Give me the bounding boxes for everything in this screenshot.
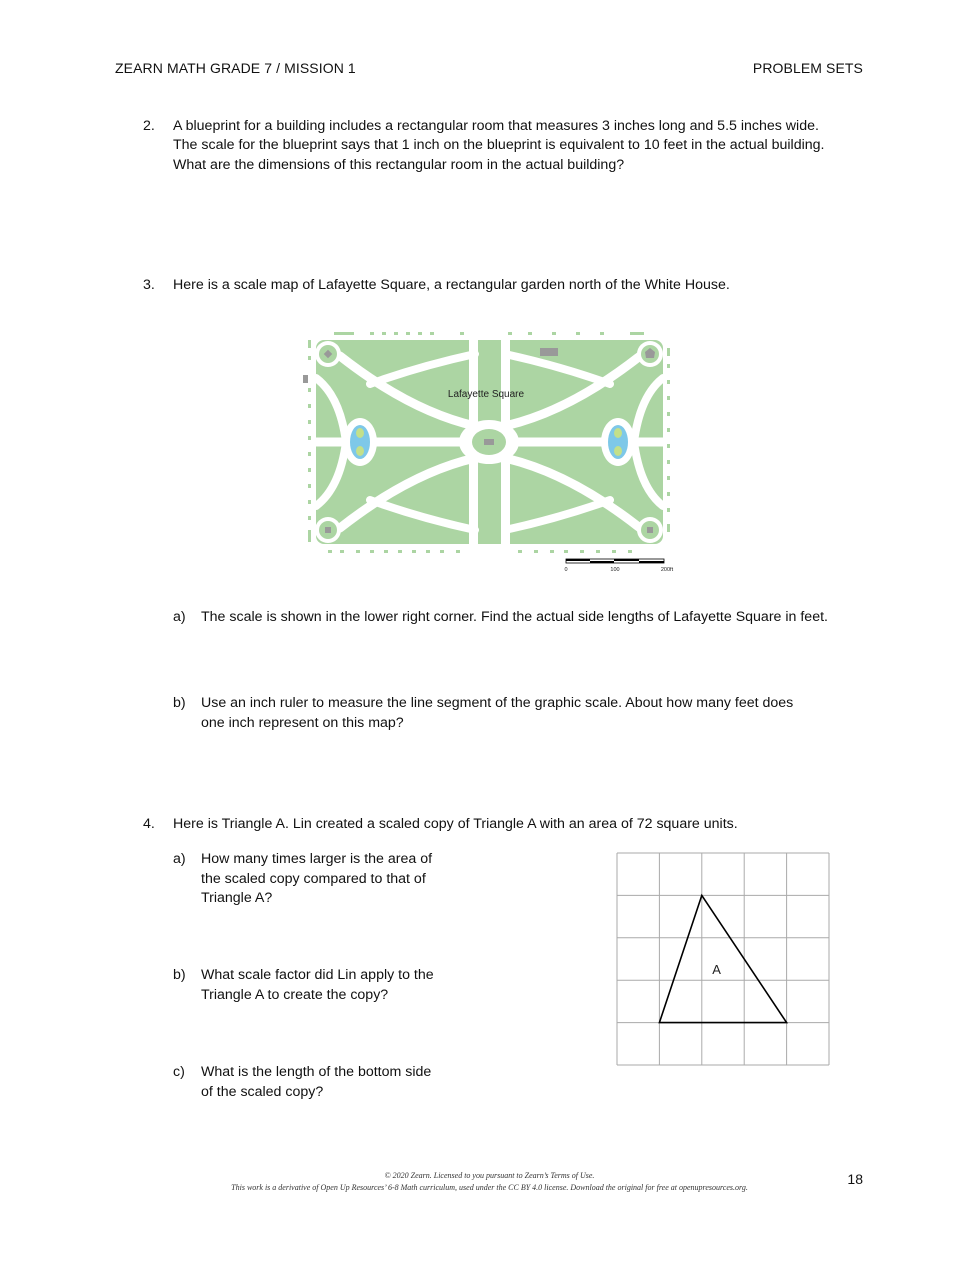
question-text-line: What are the dimensions of this rectangular room in the actual building?	[173, 157, 625, 173]
question-number: 2.	[143, 118, 155, 134]
part-label: b)	[173, 967, 186, 983]
question-text-line: A blueprint for a building includes a rectangular room that measures 3 inches long and 5.5 inches wide.	[173, 118, 819, 134]
west-fountain-plant	[356, 446, 364, 456]
part-text-line: one inch represent on this map?	[201, 715, 404, 731]
copyright-line: © 2020 Zearn. Licensed to you pursuant to Zearn’s Terms of Use.	[384, 1171, 595, 1180]
east-fountain-plant	[614, 428, 622, 438]
question-number: 4.	[143, 816, 155, 832]
part-text-line: What scale factor did Lin apply to the	[201, 967, 434, 983]
lafayette-square-map	[300, 326, 682, 574]
part-text-line: of the scaled copy?	[201, 1084, 324, 1100]
scale-tick-label: 0	[564, 567, 568, 573]
triangle-a	[659, 895, 786, 1022]
triangle-label: A	[712, 961, 721, 977]
question-number: 3.	[143, 277, 155, 293]
statue-icon	[484, 439, 494, 445]
part-text-line: Use an inch ruler to measure the line segment of the graphic scale. About how many feet does	[201, 695, 794, 711]
east-fountain-plant	[614, 446, 622, 456]
header-section: PROBLEM SETS	[752, 60, 863, 76]
page-number: 18	[847, 1171, 863, 1187]
part-label: b)	[173, 695, 186, 711]
question-text-line: The scale for the blueprint says that 1 inch on the blueprint is equivalent to 10 feet in the actual building.	[173, 137, 825, 153]
part-label: a)	[173, 851, 186, 867]
part-text-line: Triangle A?	[201, 890, 273, 906]
question-text: Here is Triangle A. Lin created a scaled copy of Triangle A with an area of 72 square units.	[173, 816, 738, 832]
license-line: This work is a derivative of Open Up Resources’ 6-8 Math curriculum, used under the CC BY 4.0 license. Download the original for free at openupresources.org.	[231, 1182, 748, 1192]
graphic-scale	[564, 559, 673, 573]
header-title: ZEARN MATH GRADE 7 / MISSION 1	[115, 60, 356, 76]
scale-tick-label: 100	[610, 567, 620, 573]
grid	[617, 853, 829, 1065]
building-icon	[540, 348, 558, 356]
map-label: Lafayette Square	[447, 389, 525, 400]
scale-tick-label: 200ft	[660, 567, 674, 573]
footer	[0, 1170, 979, 1193]
part-text-line: What is the length of the bottom side	[201, 1064, 432, 1080]
part-text: The scale is shown in the lower right corner. Find the actual side lengths of Lafayette Square in feet.	[201, 609, 828, 625]
kiosk-icon	[303, 375, 308, 383]
part-text-line: the scaled copy compared to that of	[201, 871, 426, 887]
part-label: a)	[173, 609, 186, 625]
part-text-line: How many times larger is the area of	[201, 851, 433, 867]
part-label: c)	[173, 1064, 185, 1080]
west-fountain-plant	[356, 428, 364, 438]
question-text: Here is a scale map of Lafayette Square, a rectangular garden north of the White House.	[173, 277, 730, 293]
triangle-a-figure	[616, 852, 830, 1066]
part-text-line: Triangle A to create the copy?	[201, 987, 389, 1003]
